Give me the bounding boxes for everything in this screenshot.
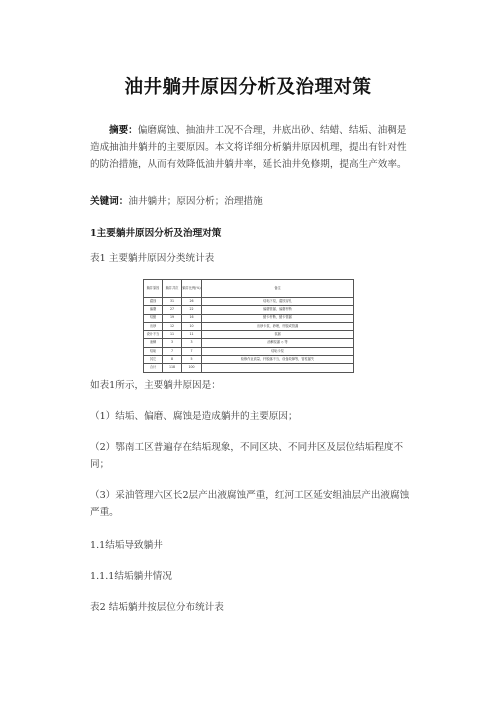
- keywords-text: 油井躺井；原因分析；治理措施: [128, 196, 263, 207]
- table-row: [144, 356, 354, 364]
- table-cell: 11: [182, 331, 202, 339]
- section-heading-1: 1主要躺井原因分析及治理对策: [90, 228, 222, 239]
- table-cell: 检修作业质量，杆脱落不当，设备故障等，管柱漏失: [202, 356, 354, 364]
- table-cell: 16: [182, 314, 202, 322]
- table-row: [144, 314, 354, 322]
- table-cell: 31: [163, 298, 182, 306]
- abstract-text: 偏磨腐蚀、抽油井工况不合理，井底出砂、结蜡、结垢、油稠是造成抽油井躺井的主要原因。本文将详细分析躺井原因机理，提出有针对性的防治措施，从而有效降低油井躺井率，延长油井免修期，提高生产效率。: [90, 125, 407, 170]
- table-cell: 其它: [144, 356, 163, 364]
- table-cell: 结垢: [144, 347, 163, 355]
- table1: [143, 279, 354, 373]
- subsubsection-heading: 1.1.1结垢躺井情况: [90, 571, 172, 582]
- table-cell: 3: [182, 339, 202, 347]
- table-cell: 5: [182, 356, 202, 364]
- table-row: [144, 298, 354, 306]
- table1-caption: 表1 主要躺井原因分类统计表: [90, 253, 215, 264]
- table-cell: 8: [163, 356, 182, 364]
- table-cell: 7: [163, 347, 182, 355]
- body-paragraph: （3）采油管理六区长2层产出液腐蚀严重，红河工区延安组油层产出液腐蚀严重。: [90, 490, 410, 518]
- table-cell: 腐蚀: [144, 298, 163, 306]
- table-row: [144, 306, 354, 314]
- keywords-paragraph: [90, 193, 410, 210]
- table-cell: 27: [163, 306, 182, 314]
- table-row: [144, 339, 354, 347]
- table-header-cell: 躺井比例(%): [182, 280, 202, 298]
- table-cell: 偏磨管漏，偏磨杆断: [202, 306, 354, 314]
- table-cell: 118: [163, 364, 182, 372]
- table-cell: 12: [163, 322, 182, 330]
- table-header-cell: 备注: [202, 280, 354, 298]
- table-header-cell: 躺井井次: [163, 280, 182, 298]
- table-header-cell: 躺井原因: [144, 280, 163, 298]
- table-row: [144, 364, 354, 372]
- table-cell: 结垢卡泵: [202, 347, 354, 355]
- table-cell: 7: [182, 347, 202, 355]
- table-header-row: [144, 280, 354, 298]
- table-cell: 22: [182, 306, 202, 314]
- table-cell: 结蜡: [144, 314, 163, 322]
- subsection-heading: 1.1结垢导致躺井: [90, 540, 163, 551]
- table-cell: 泵漏: [202, 331, 354, 339]
- table-row: [144, 347, 354, 355]
- table-cell: 设计不当: [144, 331, 163, 339]
- table2-caption: 表2 结垢躺井按层位分布统计表: [90, 602, 224, 613]
- table-cell: 出砂卡泵，砂埋，杆脱或管漏: [202, 322, 354, 330]
- table-cell: 26: [182, 298, 202, 306]
- table-cell: 10: [182, 322, 202, 330]
- table-cell: 100: [182, 364, 202, 372]
- keywords-label: 关键词：: [90, 196, 129, 207]
- body-paragraph: （2）鄂南工区普遍存在结垢现象，不同区块、不同井区及层位结垢程度不同；: [90, 442, 404, 470]
- table-cell: 3: [163, 339, 182, 347]
- table-cell: 11: [163, 331, 182, 339]
- table-cell: 油稠泵漏 ◇ 等: [202, 339, 354, 347]
- paper-title: 油井躺井原因分析及治理对策: [124, 77, 372, 98]
- table-cell: 结垢下泵，腐蚀穿孔: [202, 298, 354, 306]
- body-paragraph: （1）结垢、偏磨、腐蚀是造成躺井的主要原因；: [90, 411, 298, 422]
- body-paragraph: 如表1所示，主要躺井原因是：: [90, 380, 221, 391]
- abstract-paragraph: [90, 122, 410, 173]
- table-cell: 蜡卡杆断，蜡卡管漏: [202, 314, 354, 322]
- table-cell: 合计: [144, 364, 163, 372]
- table-row: [144, 331, 354, 339]
- table-row: [144, 322, 354, 330]
- abstract-label: 摘要：: [109, 125, 138, 136]
- table-cell: 偏磨: [144, 306, 163, 314]
- table-cell: 19: [163, 314, 182, 322]
- table-cell: 出砂: [144, 322, 163, 330]
- table-cell: [202, 364, 354, 372]
- table-cell: 油稠: [144, 339, 163, 347]
